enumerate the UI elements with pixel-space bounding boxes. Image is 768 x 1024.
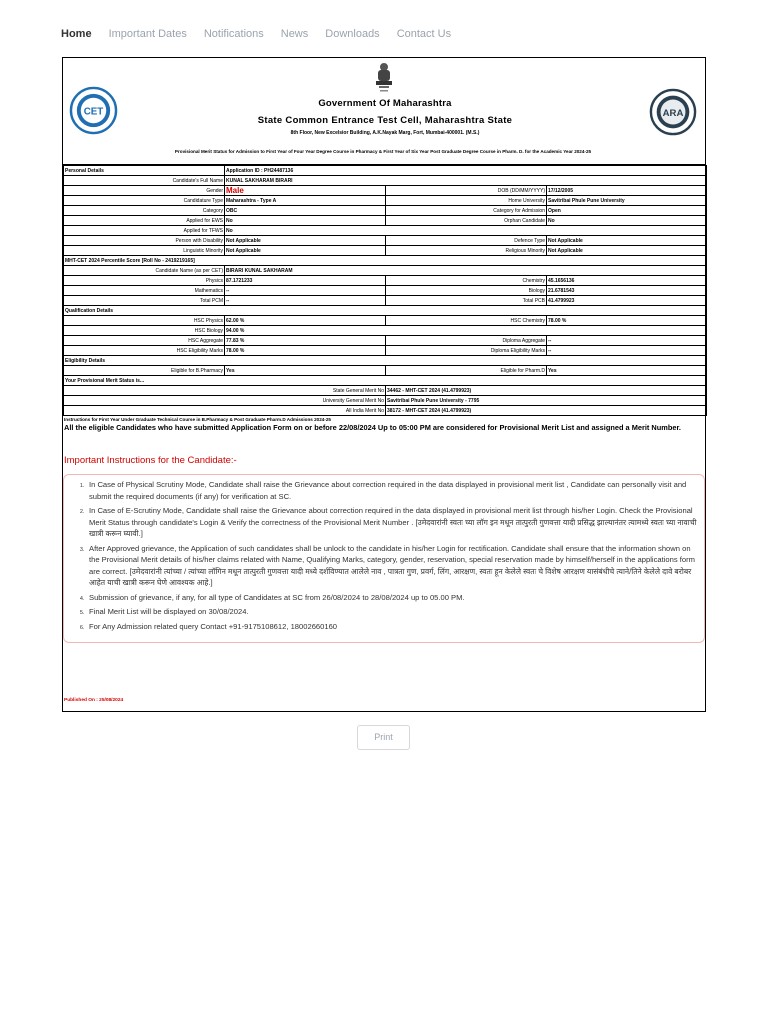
ara-logo-icon [649, 88, 697, 136]
table-row [64, 176, 707, 186]
eligible-pharmd: Yes [547, 366, 707, 376]
instructions-heading: Instructions for First Year Under Graduate Technical Course in B.Pharmacy & Post Graduate Pharm.D Admissions 2024-25 [64, 417, 331, 422]
applied-ews: No [225, 216, 386, 226]
section-qualification: Qualification Details [64, 306, 707, 316]
table-row [64, 366, 707, 376]
field-label: Chemistry [386, 276, 547, 286]
linguistic-minority: Not Applicable [225, 246, 386, 256]
table-row [64, 236, 707, 246]
table-row [64, 266, 707, 276]
gender: Male [226, 186, 244, 195]
hsc-aggregate: 77.83 % [225, 336, 386, 346]
orphan-candidate: No [547, 216, 707, 226]
published-date: Published On : 25/08/2024 [64, 698, 124, 703]
chemistry-score: 45.1656136 [547, 276, 707, 286]
field-label: Applied for EWS [64, 216, 225, 226]
table-row [64, 386, 707, 396]
field-label: DOB (DD/MM/YYYY) [386, 186, 547, 196]
table-row [64, 166, 707, 176]
field-label: Person with Disability [64, 236, 225, 246]
applied-tfws: No [225, 226, 707, 236]
field-label: Category [64, 206, 225, 216]
list-item: 6. For Any Admission related query Contact +91-9175108612, 18002660160 [86, 621, 700, 633]
cet-cell-logo-icon [69, 86, 118, 135]
svg-text:CET: CET [83, 106, 104, 118]
table-row [64, 186, 707, 196]
candidature-type: Maharashtra - Type A [225, 196, 386, 206]
table-row [64, 346, 707, 356]
cell-title: State Common Entrance Test Cell, Maharashtra State [257, 115, 513, 126]
field-label: Candidate's Full Name [64, 176, 225, 186]
section-eligibility: Eligibility Details [64, 356, 707, 366]
field-label: Eligible for B.Pharmacy [64, 366, 225, 376]
total-pcm: -- [225, 296, 386, 306]
field-label: HSC Eligibility Marks [64, 346, 225, 356]
diploma-eligibility-marks: -- [547, 346, 707, 356]
table-row [64, 246, 707, 256]
list-item: 5. Final Merit List will be displayed on 30/08/2024. [86, 606, 700, 618]
field-label: Linguistic Minority [64, 246, 225, 256]
field-label: All India Merit No [64, 406, 386, 416]
disability: Not Applicable [225, 236, 386, 246]
svg-text:ARA: ARA [662, 107, 684, 119]
field-label: State General Merit No [64, 386, 386, 396]
table-row [64, 196, 707, 206]
total-pcb: 41.4799923 [547, 296, 707, 306]
instructions-list [80, 479, 700, 632]
nav-news[interactable]: News [280, 28, 309, 40]
field-label: Candidate Name (as per CET) [64, 266, 225, 276]
field-label: Mathematics [64, 286, 225, 296]
dob: 17/12/2005 [547, 186, 707, 196]
field-label: Total PCB [386, 296, 547, 306]
category-for-admission: Open [547, 206, 707, 216]
field-label: Gender [64, 186, 225, 196]
instructions-box [63, 474, 705, 643]
field-label: Eligible for Pharm.D [386, 366, 547, 376]
field-label: HSC Chemistry [386, 316, 547, 326]
field-label: HSC Biology [64, 326, 225, 336]
field-label: HSC Aggregate [64, 336, 225, 346]
home-university: Savitribai Phule Pune University [547, 196, 707, 206]
state-merit-no: 34462 - MHT-CET 2024 (41.4799923) [386, 386, 707, 396]
candidate-full-name: KUNAL SAKHARAM BIRARI [225, 176, 707, 186]
table-row [64, 256, 707, 266]
table-row [64, 216, 707, 226]
field-label: Orphan Candidate [386, 216, 547, 226]
all-eligible-note: All the eligible Candidates who have submitted Application Form on or before 22/08/2024 Up to 05:00 PM are considered for Provisional Merit List and assigned a Merit Number. [64, 423, 681, 432]
field-label: Category for Admission [386, 206, 547, 216]
maths-score: -- [225, 286, 386, 296]
field-label: Biology [386, 286, 547, 296]
field-label: Diploma Eligibility Marks [386, 346, 547, 356]
government-title: Government Of Maharashtra [318, 98, 452, 109]
table-row [64, 396, 707, 406]
field-label: Defence Type [386, 236, 547, 246]
all-india-merit-no: 38172 - MHT-CET 2024 (41.4799923) [386, 406, 707, 416]
physics-score: 87.1721233 [225, 276, 386, 286]
field-label: HSC Physics [64, 316, 225, 326]
table-row [64, 206, 707, 216]
table-row [64, 356, 707, 366]
application-id: Application ID : PH24487136 [225, 166, 707, 176]
university-merit-no: Savitribai Phule Pune University - 7795 [386, 396, 707, 406]
table-row [64, 226, 707, 236]
merit-status-sheet [62, 57, 706, 712]
table-row [64, 376, 707, 386]
hsc-biology: 94.00 % [225, 326, 707, 336]
table-row [64, 336, 707, 346]
print-button[interactable]: Print [357, 725, 410, 750]
field-label: Home University [386, 196, 547, 206]
important-instructions-title: Important Instructions for the Candidate:- [64, 455, 237, 466]
section-merit-status: Your Provisional Merit Status is... [64, 376, 707, 386]
table-row [64, 316, 707, 326]
table-row [64, 306, 707, 316]
nav-notifications[interactable]: Notifications [203, 28, 264, 40]
table-row [64, 406, 707, 416]
sheet-header [63, 58, 705, 165]
field-label: Applied for TFWS [64, 226, 225, 236]
status-title: Provisional Merit Status for Admission to First Year of Four Year Degree Course in Pharmacy & First Year of Six Year Post Graduate Degree Course in Pharm. D. for the Academic Year 2024-25 [174, 149, 592, 154]
details-table [63, 165, 707, 416]
list-item: 4. Submission of grievance, if any, for all type of Candidates at SC from 26/08/2024 to 28/08/2024 up to 05.00 PM. [86, 592, 700, 604]
section-personal: Personal Details [64, 166, 225, 176]
address: 8th Floor, New Excelsior Building, A.K.Nayak Marg, Fort, Mumbai-400001. (M.S.) [290, 130, 480, 136]
gender-value [225, 186, 386, 196]
field-label: University General Merit No [64, 396, 386, 406]
cet-candidate-name: BIRARI KUNAL SAKHARAM [225, 266, 707, 276]
biology-score: 21.6781543 [547, 286, 707, 296]
nav-home[interactable]: Home [61, 28, 92, 40]
nav-contact-us[interactable]: Contact Us [396, 28, 452, 40]
nav-important-dates[interactable]: Important Dates [108, 28, 187, 40]
table-row [64, 276, 707, 286]
list-item: 2. In Case of E-Scrutiny Mode, Candidate shall raise the Grievance about correction required in the data displayed in provisional merit list through his/her Login. Check the Provisional Merit Status through candidate's Login & Verify the correctness of the Provisional Merit Number . [उमेदवारांनी स्वतः च्या लॉग इन मधून तात्पुरती गुणवत्ता यादी प्रसिद्ध झाल्यानंतर त्यामध्ये स्वतः च्या नावाची खात्री करून घ्यावी.] [86, 505, 700, 540]
table-row [64, 326, 707, 336]
field-label: Candidature Type [64, 196, 225, 206]
list-item: 1. In Case of Physical Scrutiny Mode, Candidate shall raise the Grievance about correction required in the data displayed in provisional merit list , Candidate can personally visit and submit the required documents (if any) for verification at SC. [86, 479, 700, 502]
category: OBC [225, 206, 386, 216]
hsc-eligibility-marks: 78.00 % [225, 346, 386, 356]
field-label: Physics [64, 276, 225, 286]
field-label: Religious Minority [386, 246, 547, 256]
section-cet-score: MHT-CET 2024 Percentile Score [Roll No - 2419219165] [64, 256, 707, 266]
hsc-chemistry: 78.00 % [547, 316, 707, 326]
field-label: Diploma Aggregate [386, 336, 547, 346]
defence-type: Not Applicable [547, 236, 707, 246]
nav-downloads[interactable]: Downloads [325, 28, 380, 40]
religious-minority: Not Applicable [547, 246, 707, 256]
top-nav [61, 28, 468, 40]
hsc-physics: 62.00 % [225, 316, 386, 326]
table-row [64, 296, 707, 306]
list-item: 3. After Approved grievance, the Application of such candidates shall be unlock to the candidate in his/her Login for rectification. Candidate shall ensure that the information shown on the Provisional Merit details of his/her claims related with Name, Qualifying Marks, category, gender, reservation, special reservation made by himself/herself in the applications form are correct. [उमेदवारांनी त्यांच्या / त्यांच्या लॉगिन मधून तात्पुरती गुणवत्ता यादी मध्ये दर्शविण्यात आलेले नाव , पात्रता गुण, प्रवर्ग, लिंग, आरक्षण, स्वतः हून केलेले स्वतः चे विशेष आरक्षण यासंबंधीचे त्याने/तिने केलेले दावे बरोबर आहेत याची खात्री करून घेणे आवश्यक आहे.] [86, 543, 700, 589]
national-emblem-icon [372, 61, 396, 93]
field-label: Total PCM [64, 296, 225, 306]
eligible-bpharmacy: Yes [225, 366, 386, 376]
diploma-aggregate: -- [547, 336, 707, 346]
table-row [64, 286, 707, 296]
